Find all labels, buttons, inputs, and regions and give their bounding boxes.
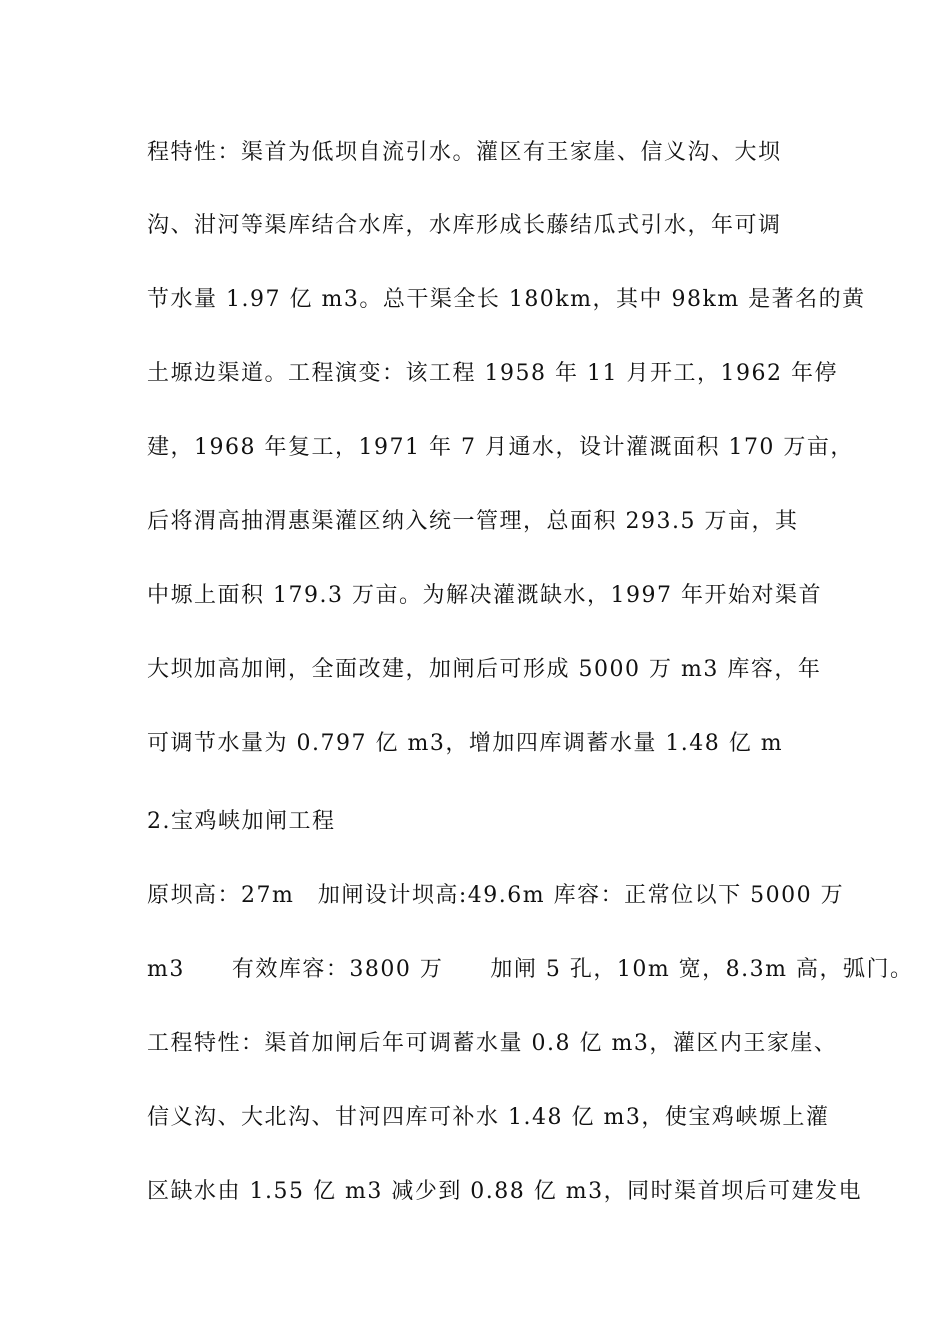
- text-line-12: m3 有效库容：3800 万 加闸 5 孔，10m 宽，8.3m 高，弧门。: [147, 957, 914, 982]
- text-line-8: 大坝加高加闸，全面改建，加闸后可形成 5000 万 m3 库容，年: [147, 657, 822, 682]
- text-line-5: 建，1968 年复工，1971 年 7 月通水，设计灌溉面积 170 万亩，: [147, 435, 854, 460]
- text-line-15: 区缺水由 1.55 亿 m3 减少到 0.88 亿 m3，同时渠首坝后可建发电: [147, 1179, 863, 1204]
- text-line-11: 原坝高：27m 加闸设计坝高:49.6m 库容：正常位以下 5000 万: [147, 883, 845, 908]
- text-line-9: 可调节水量为 0.797 亿 m3，增加四库调蓄水量 1.48 亿 m: [147, 731, 784, 756]
- text-line-4: 土塬边渠道。工程演变：该工程 1958 年 11 月开工，1962 年停: [147, 361, 838, 386]
- text-line-14: 信义沟、大北沟、甘河四库可补水 1.48 亿 m3，使宝鸡峡塬上灌: [147, 1105, 830, 1130]
- text-line-1: 程特性：渠首为低坝自流引水。灌区有王家崖、信义沟、大坝: [147, 140, 782, 165]
- text-line-2: 沟、泔河等渠库结合水库，水库形成长藤结瓜式引水，年可调: [147, 213, 782, 238]
- text-line-3: 节水量 1.97 亿 m3。总干渠全长 180km，其中 98km 是著名的黄: [147, 287, 866, 312]
- text-line-13: 工程特性：渠首加闸后年可调蓄水量 0.8 亿 m3，灌区内王家崖、: [147, 1031, 838, 1056]
- text-line-6: 后将渭高抽渭惠渠灌区纳入统一管理，总面积 293.5 万亩，其: [147, 509, 799, 534]
- section-heading: 2.宝鸡峡加闸工程: [147, 809, 336, 834]
- text-line-7: 中塬上面积 179.3 万亩。为解决灌溉缺水，1997 年开始对渠首: [147, 583, 822, 608]
